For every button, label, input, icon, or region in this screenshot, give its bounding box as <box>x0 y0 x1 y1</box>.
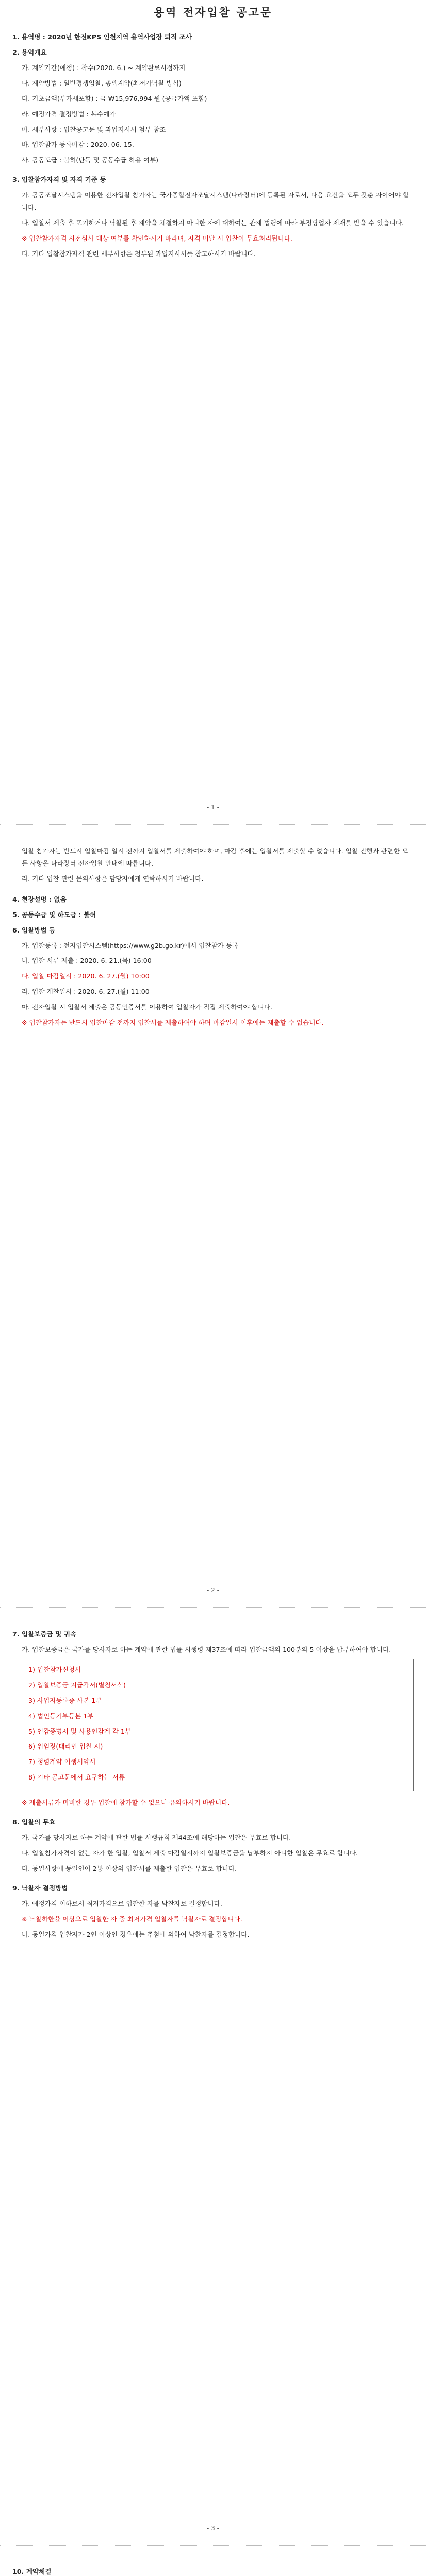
section-7-para: 가. 입찰보증금은 국가를 당사자로 하는 계약에 관한 법률 시행령 제37조에 따라 입찰금액의 100분의 5 이상을 납부하여야 합니다. <box>22 1645 391 1653</box>
page-separator <box>0 824 426 825</box>
section-3-para: 나. 입찰서 제출 후 포기하거나 낙찰된 후 계약을 체결하지 아니한 자에 대하여는 관계 법령에 따라 부정당업자 제재를 받을 수 있습니다. <box>22 219 404 227</box>
section-3-para: 다. 기타 입찰참가자격 관련 세부사항은 첨부된 과업지시서를 참고하시기 바랍니다. <box>22 249 256 258</box>
required-document: 8) 기타 공고문에서 요구하는 서류 <box>28 1773 125 1782</box>
section-8-heading: 8. 입찰의 무효 <box>12 1818 56 1826</box>
overview-item: 사. 공동도급 : 불허(단독 및 공동수급 허용 여부) <box>22 156 159 164</box>
overview-item: 마. 세부사항 : 입찰공고문 및 과업지시서 첨부 참조 <box>22 125 166 133</box>
section-9-para: 나. 동일가격 입찰자가 2인 이상인 경우에는 추첨에 의하여 낙찰자를 결정합니다. <box>22 1930 250 1938</box>
bid-method-item: 다. 입찰 마감일시 : 2020. 6. 27.(월) 10:00 <box>22 972 150 980</box>
bid-method-item: 마. 전자입찰 시 입찰서 제출은 공동인증서를 이용하여 입찰자가 직접 제출하여야 합니다. <box>22 1003 272 1011</box>
section-8-para: 다. 동일사항에 동일인이 2통 이상의 입찰서를 제출한 입찰은 무효로 합니다. <box>22 1864 237 1872</box>
overview-item: 바. 입찰참가 등록마감 : 2020. 06. 15. <box>22 141 134 149</box>
section-9-heading: 9. 낙찰자 결정방법 <box>12 1884 68 1892</box>
section-5-heading: 5. 공동수급 및 하도급 : 불허 <box>12 910 96 919</box>
required-document: 1) 입찰참가신청서 <box>28 1665 81 1673</box>
section-8-para: 나. 입찰참가자격이 없는 자가 한 입찰, 입찰서 제출 마감일시까지 입찰보증금을 납부하지 아니한 입찰은 무효로 합니다. <box>22 1849 358 1857</box>
section-1-heading: 1. 용역명 : 2020년 한전KPS 인천지역 용역사업장 퇴직 조사 <box>12 33 192 41</box>
bid-method-item: 나. 입찰 서류 제출 : 2020. 6. 21.(목) 16:00 <box>22 957 152 965</box>
page-number: - 3 - <box>207 2524 219 2532</box>
required-document: 5) 인감증명서 및 사용인감계 각 1부 <box>28 1727 132 1735</box>
bid-method-item: 라. 입찰 개찰일시 : 2020. 6. 27.(월) 11:00 <box>22 988 150 996</box>
required-documents-box <box>22 1659 414 1791</box>
overview-item: 라. 예정가격 결정방법 : 복수예가 <box>22 110 116 118</box>
section-9-notice: ※ 낙찰하한율 이상으로 입찰한 자 중 최저가격 입찰자를 낙찰자로 결정합니다. <box>22 1914 242 1923</box>
bid-method-item: 가. 입찰등록 : 전자입찰시스템(https://www.g2b.go.kr)에서 입찰참가 등록 <box>22 941 239 950</box>
section-10-heading: 10. 계약체결 <box>12 2568 52 2575</box>
section-9-para: 가. 예정가격 이하로서 최저가격으로 입찰한 자를 낙찰자로 결정합니다. <box>22 1899 222 1907</box>
required-document: 6) 위임장(대리인 입찰 시) <box>28 1742 103 1751</box>
overview-item: 다. 기초금액(부가세포함) : 금 ₩15,976,994 원 (공급가액 포함) <box>22 94 207 103</box>
required-document: 2) 입찰보증금 지급각서(별첨서식) <box>28 1681 126 1689</box>
section-3-para: 가. 공공조달시스템을 이용한 전자입찰 참가자는 국가종합전자조달시스템(나라장터)에 등록된 자로서, 다음 요건을 모두 갖춘 자이어야 합니다. <box>22 191 409 212</box>
section-7-heading: 7. 입찰보증금 및 귀속 <box>12 1630 77 1638</box>
section-2-heading: 2. 용역개요 <box>12 48 47 56</box>
section-3-notice: ※ 입찰참가자격 사전심사 대상 여부를 확인하시기 바라며, 자격 미달 시 입찰이 무효처리됩니다. <box>22 234 292 242</box>
required-document: 4) 법인등기부등본 1부 <box>28 1711 94 1720</box>
page-separator <box>0 2545 426 2546</box>
page-separator <box>0 1607 426 1608</box>
section-3-para: 입찰 참가자는 반드시 입찰마감 일시 전까지 입찰서를 제출하여야 하며, 마감 후에는 입찰서를 제출할 수 없습니다. 입찰 진행과 관련한 모든 사항은 나라장터 전자입찰 안내에 따릅니다. <box>22 847 408 867</box>
section-3-para: 라. 기타 입찰 관련 문의사항은 담당자에게 연락하시기 바랍니다. <box>22 874 204 883</box>
section-4-heading: 4. 현장설명 : 없음 <box>12 895 67 903</box>
page-3 <box>12 1628 414 1944</box>
section-7-notice: ※ 제출서류가 미비한 경우 입찰에 참가할 수 없으니 유의하시기 바랍니다. <box>22 1799 230 1807</box>
page-number: - 1 - <box>207 804 219 811</box>
page-number: - 2 - <box>207 1587 219 1594</box>
page-4 <box>12 2566 414 2576</box>
bid-method-notice: ※ 입찰참가자는 반드시 입찰마감 전까지 입찰서를 제출하여야 하며 마감일시 이후에는 제출할 수 없습니다. <box>22 1019 324 1027</box>
overview-item: 가. 계약기간(예정) : 착수(2020. 6.) ~ 계약완료시점까지 <box>22 63 186 72</box>
required-document: 7) 청렴계약 이행서약서 <box>28 1758 96 1766</box>
document-title: 용역 전자입찰 공고문 <box>153 6 273 19</box>
section-8-para: 가. 국가를 당사자로 하는 계약에 관한 법률 시행규칙 제44조에 해당하는 입찰은 무효로 합니다. <box>22 1834 291 1842</box>
page-2 <box>12 845 414 1032</box>
section-3-heading: 3. 입찰참가자격 및 자격 기준 등 <box>12 176 106 184</box>
overview-item: 나. 계약방법 : 일반경쟁입찰, 총액계약(최저가낙찰 방식) <box>22 79 182 87</box>
section-6-heading: 6. 입찰방법 등 <box>12 926 56 934</box>
required-document: 3) 사업자등록증 사본 1부 <box>28 1696 102 1704</box>
page-1 <box>12 31 414 263</box>
